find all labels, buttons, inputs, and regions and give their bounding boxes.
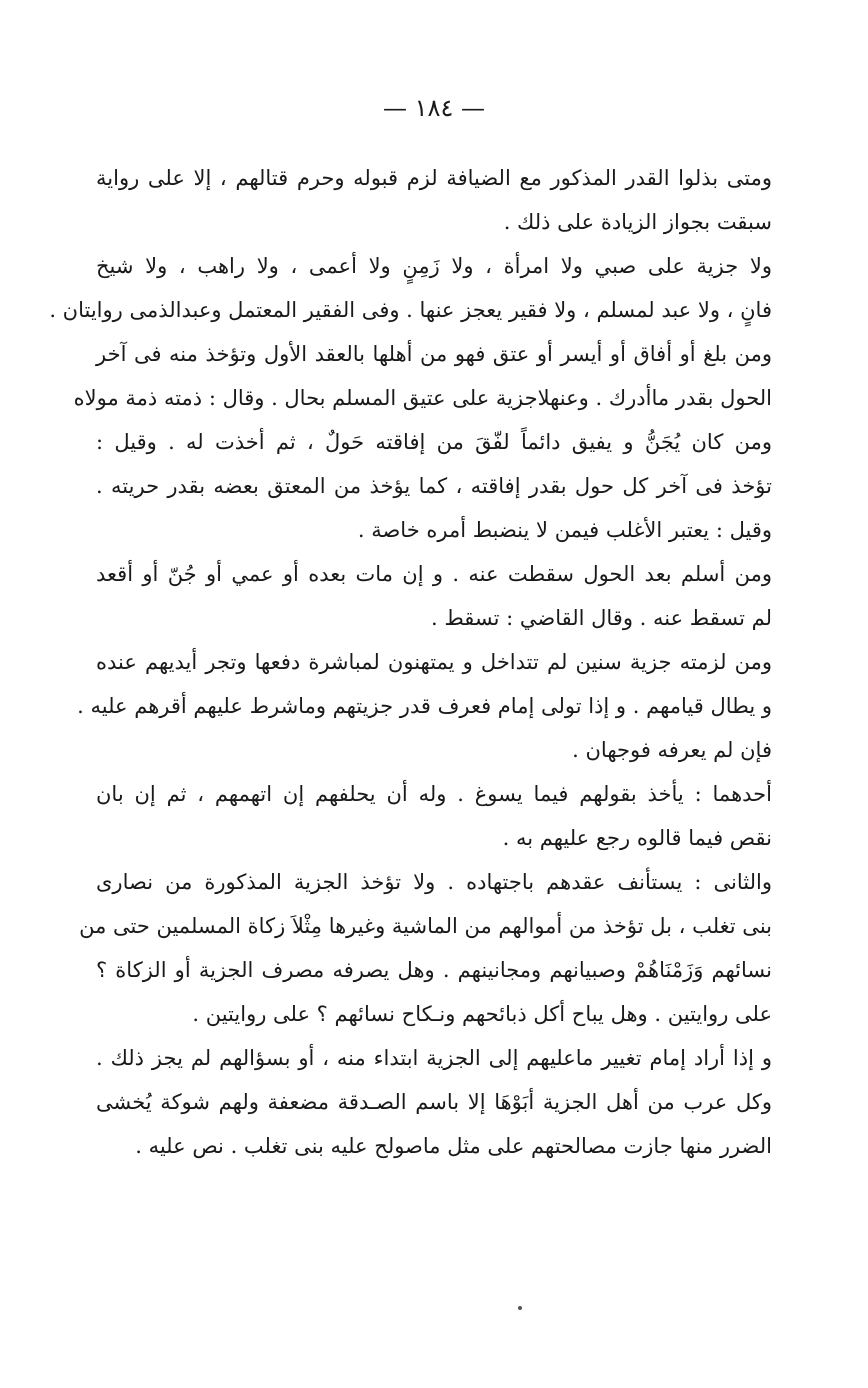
text-line: وقيل : يعتبر الأغلب فيمن لا ينضبط أمره خاصة . — [357, 518, 772, 542]
text-line: فانٍ ، ولا عبد لمسلم ، ولا فقير يعجز عنها . وفى الفقير المعتمل وعبدالذمى روايتان . — [49, 298, 772, 322]
text-line: أحدهما : يأخذ بقولهم فيما يسوغ . وله أن يحلفهم إن اتهمهم ، ثم إن بان — [96, 782, 772, 806]
text-line: ومتى بذلوا القدر المذكور مع الضيافة لزم قبوله وحرم قتالهم ، إلا على رواية — [96, 166, 772, 190]
text-line: الضرر منها جازت مصالحتهم على مثل ماصولح عليه بنى تغلب . نص عليه . — [135, 1134, 772, 1158]
text-line: والثانى : يستأنف عقدهم باجتهاده . ولا تؤخذ الجزية المذكورة من نصارى — [96, 870, 772, 894]
text-line: على روايتين . وهل يباح أكل ذبائحهم ونـكاح نسائهم ؟ على روايتين . — [192, 1002, 772, 1026]
text-line: نسائهم وَزَمْنَاهُمْ وصبيانهم ومجانينهم . وهل يصرفه مصرف الجزية أو الزكاة ؟ — [96, 958, 772, 982]
text-line: ولا جزية على صبي ولا امرأة ، ولا زَمِنٍ ولا أعمى ، ولا راهب ، ولا شيخ — [96, 254, 772, 278]
text-line: سبقت بجواز الزيادة على ذلك . — [503, 210, 772, 234]
text-line: نقص فيما قالوه رجع عليهم به . — [502, 826, 772, 850]
text-line: ومن بلغ أو أفاق أو أيسر أو عتق فهو من أهلها بالعقد الأول وتؤخذ منه فى آخر — [96, 342, 772, 366]
text-line: لم تسقط عنه . وقال القاضي : تسقط . — [430, 606, 772, 630]
text-line: تؤخذ فى آخر كل حول بقدر إفاقته ، كما يؤخذ من المعتق بعضه بقدر حريته . — [96, 474, 772, 498]
text-line: الحول بقدر ماأدرك . وعنهلاجزية على عتيق المسلم بحال . وقال : ذمته ذمة مولاه — [73, 386, 772, 410]
body-text — [49, 156, 772, 1168]
text-line: وكل عرب من أهل الجزية أبَوْهَا إلا باسم الصـدقة مضعفة ولهم شوكة يُخشى — [96, 1090, 772, 1114]
footer-mark — [518, 1306, 522, 1310]
text-line: و يطال قيامهم . و إذا تولى إمام فعرف قدر جزيتهم وماشرط عليهم أقرهم عليه . — [77, 694, 772, 718]
text-line: ومن كان يُجَنُّ و يفيق دائماً لفّقَ من إفاقته حَولٌ ، ثم أخذت له . وقيل : — [96, 430, 772, 454]
text-line: فإن لم يعرفه فوجهان . — [572, 738, 772, 762]
page-number: — ١٨٤ — — [383, 94, 485, 122]
text-line: بنى تغلب ، بل تؤخذ من أموالهم من الماشية وغيرها مِثْلاَ زكاة المسلمين حتى من — [79, 914, 772, 938]
text-line: و إذا أراد إمام تغيير ماعليهم إلى الجزية ابتداء منه ، أو بسؤالهم لم يجز ذلك . — [96, 1046, 772, 1070]
text-line: ومن لزمته جزية سنين لم تتداخل و يمتهنون لمباشرة دفعها وتجر أيديهم عنده — [96, 650, 772, 674]
text-line: ومن أسلم بعد الحول سقطت عنه . و إن مات بعده أو عمي أو جُنّ أو أقعد — [96, 562, 772, 586]
